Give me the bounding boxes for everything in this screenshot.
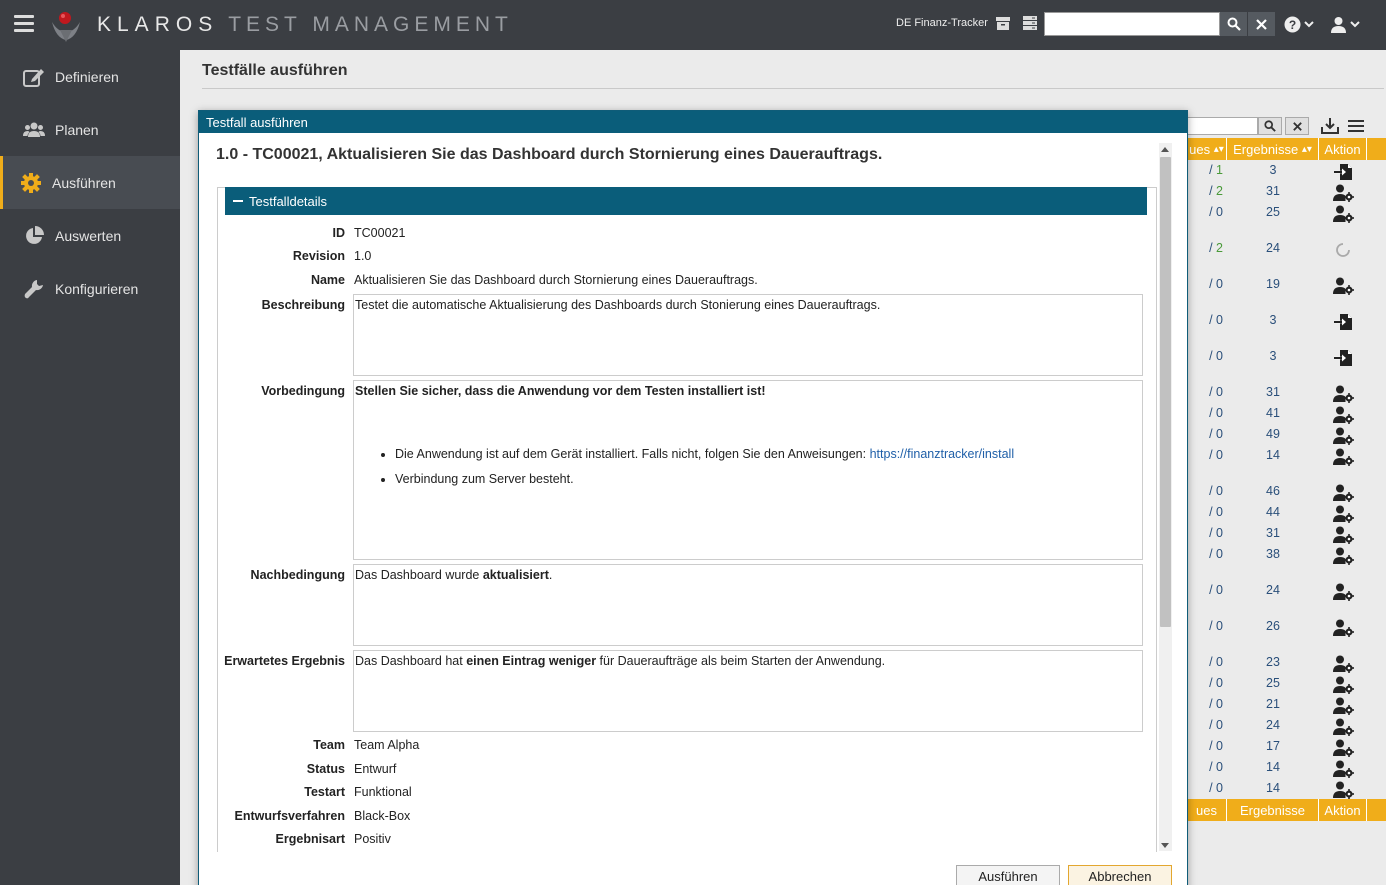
search-icon [1227,17,1241,31]
table-row[interactable]: / 0 25 [1187,673,1386,694]
value-testart: Funktional [354,785,412,799]
execute-icon[interactable] [1332,349,1354,367]
export-button[interactable] [1320,116,1340,136]
sidebar-item-label: Definieren [55,68,119,85]
gear-icon [20,172,42,194]
precondition-box [353,380,1143,560]
result-count: 3 [1269,163,1277,177]
server-icon[interactable] [1022,15,1038,31]
user-gear-icon[interactable] [1332,619,1354,637]
label-description: Beschreibung [261,298,345,312]
execute-button[interactable]: Ausführen [956,865,1060,885]
col-header-aktion: Aktion [1319,138,1367,160]
label-revision: Revision [292,249,345,263]
close-icon [1293,122,1302,131]
value-design-technique: Black-Box [354,809,411,823]
list-item: • Die Anwendung ist auf dem Gerät installiert. Falls nicht, folgen Sie den Anweisungen: https://finanztracker/install [395,447,1141,462]
label-status: Status [306,762,345,776]
sort-icon: ▴▾ [1301,143,1312,155]
col-header-issues[interactable]: ues ▴▾ [1187,138,1227,160]
user-gear-icon[interactable] [1332,427,1354,445]
collapse-icon [233,200,243,202]
user-gear-icon[interactable] [1332,697,1354,715]
table-row[interactable]: / 0 44 [1187,502,1386,523]
result-count: 23 [1266,655,1280,669]
label-result-type: Ergebnisart [275,832,345,846]
list-icon [1348,119,1364,133]
result-count: 26 [1266,619,1280,633]
search-icon [1264,120,1276,132]
value-result-type: Positiv [354,832,391,846]
result-count: 41 [1266,406,1280,420]
cancel-button[interactable]: Abbrechen [1068,865,1172,885]
user-gear-icon[interactable] [1332,277,1354,295]
table-row[interactable]: / 0 3 [1187,310,1386,346]
pie-chart-icon [23,225,45,247]
table-header [1187,138,1386,160]
table-row[interactable]: / 0 14 [1187,778,1386,799]
table-row[interactable]: / 1 3 [1187,160,1386,181]
scroll-down-arrow[interactable] [1161,843,1169,848]
sidebar-item-definieren[interactable] [0,50,180,103]
svg-text:?: ? [1288,17,1297,32]
chevron-down-icon [1350,20,1360,28]
table-row[interactable]: / 0 26 [1187,616,1386,652]
chevron-down-icon [1304,20,1314,28]
result-count: 31 [1266,184,1280,198]
user-gear-icon[interactable] [1332,505,1354,523]
col-header-ergebnisse[interactable]: Ergebnisse ▴▾ [1227,138,1319,160]
search-input[interactable] [1044,12,1220,36]
result-count: 31 [1266,385,1280,399]
user-gear-icon[interactable] [1332,406,1354,424]
sort-icon: ▴▾ [1213,143,1224,155]
loading-icon [1332,241,1354,259]
table-row[interactable]: / 0 14 [1187,445,1386,481]
value-status: Entwurf [354,762,397,776]
user-gear-icon[interactable] [1332,760,1354,778]
sidebar-item-label: Konfigurieren [55,280,139,297]
result-count: 3 [1269,313,1277,327]
table-row[interactable]: / 0 24 [1187,580,1386,616]
user-gear-icon[interactable] [1332,739,1354,757]
label-testart: Testart [304,785,345,799]
sidebar-item-label: Planen [55,121,99,138]
result-count: 31 [1266,526,1280,540]
result-count: 44 [1266,505,1280,519]
help-menu[interactable] [1284,13,1314,35]
klaros-logo [46,8,86,44]
help-icon [1284,16,1301,33]
result-count: 38 [1266,547,1280,561]
result-count: 14 [1266,781,1280,795]
close-icon [1256,19,1267,30]
table-row[interactable]: / 0 23 [1187,652,1386,673]
title-divider [202,88,1384,89]
table-row[interactable]: / 0 31 [1187,523,1386,544]
result-count: 24 [1266,718,1280,732]
value-id: TC00021 [354,226,406,240]
result-count: 21 [1266,697,1280,711]
user-gear-icon[interactable] [1332,547,1354,565]
dialog-title[interactable]: Testfall ausführen [199,111,1187,133]
value-name: Aktualisieren Sie das Dashboard durch Stornierung eines Dauerauftrags. [354,273,758,287]
expected-result-box: Das Dashboard hat einen Eintrag weniger für Daueraufträge als beim Starten der Anwendung. [353,650,1143,732]
label-precondition: Vorbedingung [261,384,345,398]
result-count: 14 [1266,760,1280,774]
table-footer: ues Ergebnisse Aktion [1187,799,1386,821]
label-team: Team [313,738,345,752]
sidebar-item-auswerten[interactable] [0,209,180,262]
section-toggle-testfalldetails[interactable]: Testfalldetails [225,187,1147,215]
dialog-scrollbar[interactable] [1159,143,1172,851]
users-icon [23,119,45,141]
sidebar-item-label: Ausführen [52,174,116,191]
user-gear-icon[interactable] [1332,184,1354,202]
table-row[interactable]: / 0 38 [1187,544,1386,580]
user-gear-icon[interactable] [1332,484,1354,502]
result-count: 19 [1266,277,1280,291]
testcase-heading: 1.0 - TC00021, Aktualisieren Sie das Dashboard durch Stornierung eines Dauerauftrags. [216,146,883,163]
result-count: 25 [1266,205,1280,219]
user-gear-icon[interactable] [1332,205,1354,223]
execute-icon[interactable] [1332,163,1354,181]
label-id: ID [332,226,345,240]
scroll-up-arrow[interactable] [1161,147,1169,152]
scroll-thumb[interactable] [1160,157,1171,627]
user-gear-icon[interactable] [1332,781,1354,799]
search-button[interactable] [1220,12,1247,36]
install-link[interactable]: https://finanztracker/install [869,447,1015,461]
table-row[interactable]: / 0 31 [1187,382,1386,403]
table-row[interactable]: / 0 19 [1187,274,1386,310]
table-row[interactable]: / 0 14 [1187,757,1386,778]
user-gear-icon[interactable] [1332,583,1354,601]
table-row[interactable]: / 2 24 [1187,238,1386,274]
result-count: 14 [1266,448,1280,462]
download-icon [1321,117,1339,135]
top-bar [0,0,1386,50]
precondition-list [395,447,1141,487]
result-count: 3 [1269,349,1277,363]
table-row[interactable]: / 0 25 [1187,202,1386,238]
list-item: • Verbindung zum Server besteht. [395,472,1141,487]
label-expected-result: Erwartetes Ergebnis [224,654,345,668]
user-menu[interactable] [1330,13,1360,35]
description-box [353,294,1143,376]
result-count: 46 [1266,484,1280,498]
table-row[interactable]: / 0 17 [1187,736,1386,757]
user-gear-icon[interactable] [1332,448,1354,466]
page-title: Testfälle ausführen [202,62,348,79]
table-clear-button[interactable] [1285,117,1309,135]
table-row[interactable]: / 0 21 [1187,694,1386,715]
user-gear-icon[interactable] [1332,526,1354,544]
result-count: 17 [1266,739,1280,753]
sidebar-item-ausfuehren[interactable] [0,156,180,209]
sidebar [0,50,180,885]
precondition-heading: Stellen Sie sicher, dass die Anwendung vor dem Testen installiert ist! [355,384,766,398]
table-row[interactable]: / 0 49 [1187,424,1386,445]
result-count: 24 [1266,583,1280,597]
project-name[interactable]: DE Finanz-Tracker [896,17,988,29]
archive-icon[interactable] [995,15,1011,31]
user-icon [1330,16,1347,33]
result-count: 49 [1266,427,1280,441]
clear-search-button[interactable] [1248,12,1275,36]
table-search-input[interactable] [1182,117,1258,135]
sidebar-item-planen[interactable] [0,103,180,156]
user-gear-icon[interactable] [1332,385,1354,403]
table-row[interactable]: / 2 31 [1187,181,1386,202]
table-body [1187,160,1386,799]
table-row[interactable]: / 0 46 [1187,481,1386,502]
dialog-content [199,133,1187,852]
execute-icon[interactable] [1332,313,1354,331]
description-text: Testet die automatische Aktualisierung des Dashboards durch Stonierung eines Dauerauftrags. [355,298,881,312]
sidebar-item-label: Auswerten [55,227,122,244]
user-gear-icon[interactable] [1332,718,1354,736]
edit-icon [23,66,45,88]
value-team: Team Alpha [354,738,420,752]
sidebar-item-konfigurieren[interactable] [0,262,180,315]
brand-title: KLAROS TEST MANAGEMENT [97,13,513,36]
result-count: 24 [1266,241,1280,255]
wrench-icon [23,278,45,300]
postcondition-box: Das Dashboard wurde aktualisiert. [353,564,1143,646]
user-gear-icon[interactable] [1332,676,1354,694]
label-postcondition: Nachbedingung [250,568,345,582]
menu-icon[interactable] [14,15,34,33]
table-row[interactable]: / 0 3 [1187,346,1386,382]
execute-testcase-dialog [198,110,1188,885]
result-count: 25 [1266,676,1280,690]
label-name: Name [310,273,345,287]
table-row[interactable]: / 0 41 [1187,403,1386,424]
user-gear-icon[interactable] [1332,655,1354,673]
label-design-technique: Entwurfsverfahren [234,809,345,823]
columns-menu-button[interactable] [1346,116,1366,136]
table-search-button[interactable] [1258,117,1282,135]
executions-table [1187,138,1386,821]
table-row[interactable]: / 0 24 [1187,715,1386,736]
value-revision: 1.0 [354,249,372,263]
